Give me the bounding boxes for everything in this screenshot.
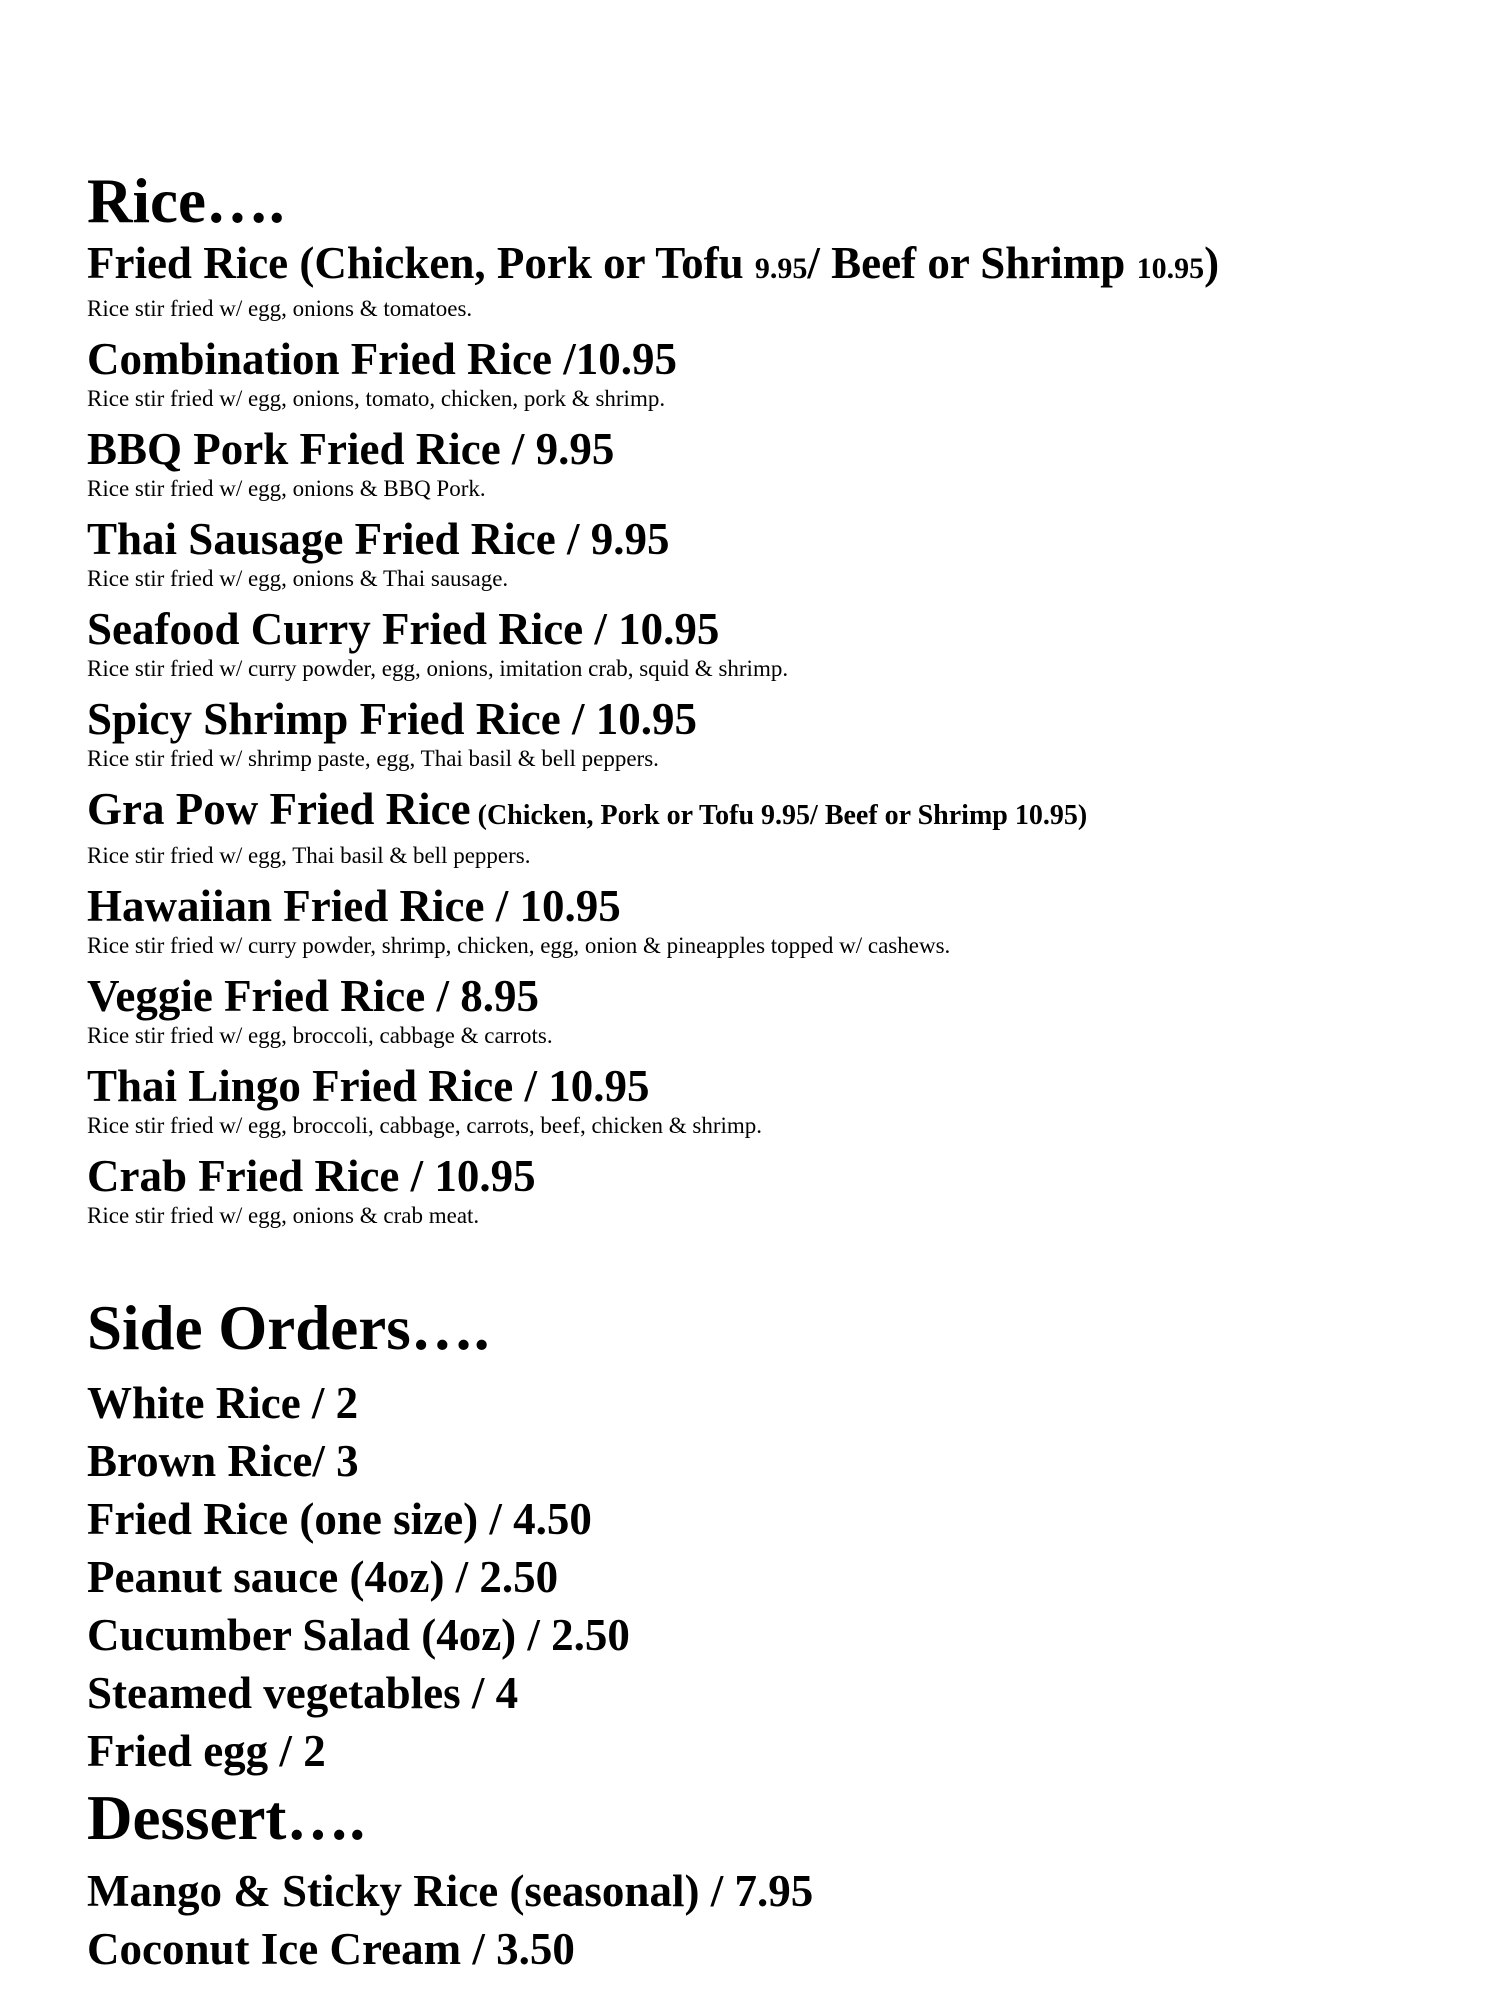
menu-item-title: Seafood Curry Fried Rice / 10.95 (87, 604, 720, 654)
rice-section-title: Rice…. (87, 166, 285, 236)
menu-item-fried-rice (87, 237, 1477, 323)
side-order-item: Fried egg / 2 (87, 1726, 326, 1776)
dessert-item: Mango & Sticky Rice (seasonal) / 7.95 (87, 1866, 814, 1916)
side-order-item: Fried Rice (one size) / 4.50 (87, 1494, 592, 1544)
menu-item-title: Hawaiian Fried Rice / 10.95 (87, 881, 621, 931)
menu-item-crab-fried-rice (87, 1150, 1477, 1230)
menu-item-description: Rice stir fried w/ curry powder, shrimp, chicken, egg, onion & pineapples topped w/ cashews. (87, 933, 951, 958)
menu-item-thai-lingo-fried-rice (87, 1060, 1477, 1140)
dessert-section (87, 1782, 1477, 1978)
dessert-section-title: Dessert…. (87, 1783, 366, 1853)
menu-item-description: Rice stir fried w/ curry powder, egg, onions, imitation crab, squid & shrimp. (87, 656, 789, 681)
menu-item-description: Rice stir fried w/ egg, onions & tomatoes. (87, 296, 473, 321)
menu-item-title (87, 237, 1477, 295)
menu-item-thai-sausage-fried-rice (87, 513, 1477, 593)
side-orders-section (87, 1292, 1477, 1780)
rice-section (87, 165, 1477, 1230)
menu-item-title: Veggie Fried Rice / 8.95 (87, 971, 539, 1021)
side-orders-list (87, 1374, 1477, 1780)
menu-item-description: Rice stir fried w/ egg, Thai basil & bell peppers. (87, 843, 531, 868)
side-order-item: Cucumber Salad (4oz) / 2.50 (87, 1610, 630, 1660)
side-order-item: Peanut sauce (4oz) / 2.50 (87, 1552, 559, 1602)
menu-item-seafood-curry-fried-rice (87, 603, 1477, 683)
menu-item-spicy-shrimp-fried-rice (87, 693, 1477, 773)
menu-item-gra-pow-fried-rice (87, 783, 1477, 870)
section-spacer (87, 1240, 1477, 1292)
menu-item-description: Rice stir fried w/ egg, onions, tomato, chicken, pork & shrimp. (87, 386, 666, 411)
menu-item-bbq-pork-fried-rice (87, 423, 1477, 503)
menu-item-description: Rice stir fried w/ shrimp paste, egg, Thai basil & bell peppers. (87, 746, 659, 771)
menu-item-hawaiian-fried-rice (87, 880, 1477, 960)
menu-item-description: Rice stir fried w/ egg, onions & Thai sausage. (87, 566, 509, 591)
dessert-list (87, 1862, 1477, 1978)
side-order-item: White Rice / 2 (87, 1378, 359, 1428)
menu-item-title-part: Gra Pow Fried Rice (87, 784, 471, 834)
menu-item-title: Thai Sausage Fried Rice / 9.95 (87, 514, 670, 564)
menu-item-title-part: ) (1204, 238, 1220, 288)
side-order-item: Steamed vegetables / 4 (87, 1668, 519, 1718)
side-orders-section-title: Side Orders…. (87, 1293, 490, 1363)
side-order-item: Brown Rice/ 3 (87, 1436, 359, 1486)
menu-item-title-part: / Beef or Shrimp (807, 238, 1137, 288)
menu-item-combination-fried-rice (87, 333, 1477, 413)
menu-item-price-small: 9.95 (754, 252, 808, 285)
menu-item-price-small: 10.95 (1136, 252, 1205, 285)
menu-item-description: Rice stir fried w/ egg, onions & BBQ Pork. (87, 476, 486, 501)
menu-item-title (87, 783, 1477, 842)
menu-item-title: BBQ Pork Fried Rice / 9.95 (87, 424, 615, 474)
menu-item-veggie-fried-rice (87, 970, 1477, 1050)
menu-item-title: Crab Fried Rice / 10.95 (87, 1151, 536, 1201)
dessert-item: Coconut Ice Cream / 3.50 (87, 1924, 575, 1974)
menu-item-title: Combination Fried Rice /10.95 (87, 334, 677, 384)
menu-item-description: Rice stir fried w/ egg, onions & crab meat. (87, 1203, 480, 1228)
menu-item-description: Rice stir fried w/ egg, broccoli, cabbage, carrots, beef, chicken & shrimp. (87, 1113, 763, 1138)
menu-item-price-note: (Chicken, Pork or Tofu 9.95/ Beef or Shrimp 10.95) (470, 800, 1088, 831)
menu-item-title-part: Fried Rice (Chicken, Pork or Tofu (87, 238, 755, 288)
menu-item-title: Spicy Shrimp Fried Rice / 10.95 (87, 694, 697, 744)
menu-item-title: Thai Lingo Fried Rice / 10.95 (87, 1061, 650, 1111)
menu-page (87, 165, 1477, 1978)
menu-item-description: Rice stir fried w/ egg, broccoli, cabbage & carrots. (87, 1023, 553, 1048)
